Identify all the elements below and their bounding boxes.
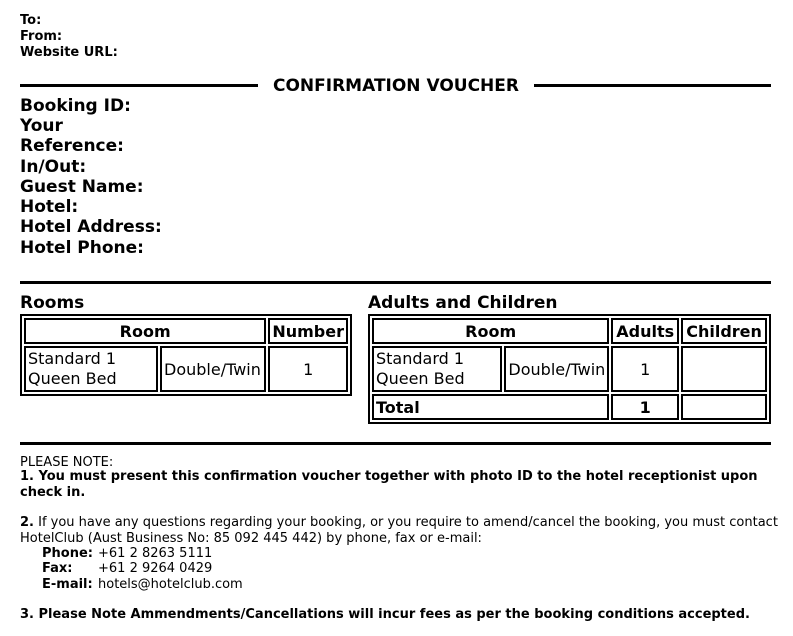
to-label: To: [20,13,42,28]
hotel-phone-label: Hotel Phone: [20,238,144,258]
room-name-cell: Standard 1 Queen Bed [24,346,158,392]
email-value: hotels@hotelclub.com [98,577,243,592]
notes-rule [20,442,771,445]
adults-children-heading: Adults and Children [368,293,558,313]
ac-adults-cell: 1 [611,346,679,392]
please-note-label: PLEASE NOTE: [20,455,114,470]
total-adults-cell: 1 [611,394,679,420]
guest-name-label: Guest Name: [20,177,144,197]
contact-phone [42,546,212,562]
note-1: 1. You must present this confirmation voucher together with photo ID to the hotel receptionist upon check in. [20,469,758,500]
from-label: From: [20,29,63,44]
website-url-label: Website URL: [20,45,118,60]
email-label: E-mail: [42,577,93,592]
phone-label: Phone: [42,546,93,561]
fax-label: Fax: [42,561,73,576]
total-label: Total [372,394,609,420]
hotel-label: Hotel: [20,197,79,217]
fax-value: +61 2 9264 0429 [98,561,213,576]
inout-label: In/Out: [20,157,87,177]
ac-children-cell [681,346,767,392]
your-label: Your [20,116,63,136]
note-3: 3. Please Note Ammendments/Cancellations will incur fees as per the booking conditions accepted. [20,607,750,622]
phone-value: +61 2 8263 5111 [98,546,213,561]
contact-email [42,577,243,593]
rooms-heading: Rooms [20,293,85,313]
ac-col-adults: Adults [611,318,679,344]
room-type-cell: Double/Twin [160,346,266,392]
ac-col-room: Room [372,318,609,344]
room-number-cell: 1 [268,346,348,392]
ac-col-children: Children [681,318,767,344]
total-children-cell [681,394,767,420]
table-row [24,346,348,392]
reference-label: Reference: [20,136,124,156]
note-2 [20,515,780,547]
section-rule [20,281,771,284]
booking-id-label: Booking ID: [20,96,131,116]
ac-room-type-cell: Double/Twin [504,346,609,392]
hotel-address-label: Hotel Address: [20,217,162,237]
ac-room-name-cell: Standard 1 Queen Bed [372,346,502,392]
adults-children-table [368,314,771,424]
rooms-col-number: Number [268,318,348,344]
rooms-table [20,314,352,396]
contact-fax [42,561,212,577]
note-2-text: If you have any questions regarding your booking, or you require to amend/cancel the booking, you must contact HotelClub (Aust Business No: 85 092 445 442) by phone, fax or e-mail: [20,515,778,546]
note-2-number: 2. [20,515,34,530]
rooms-col-room: Room [24,318,266,344]
voucher-title: CONFIRMATION VOUCHER [258,76,534,96]
table-row [372,394,767,420]
table-row [372,346,767,392]
